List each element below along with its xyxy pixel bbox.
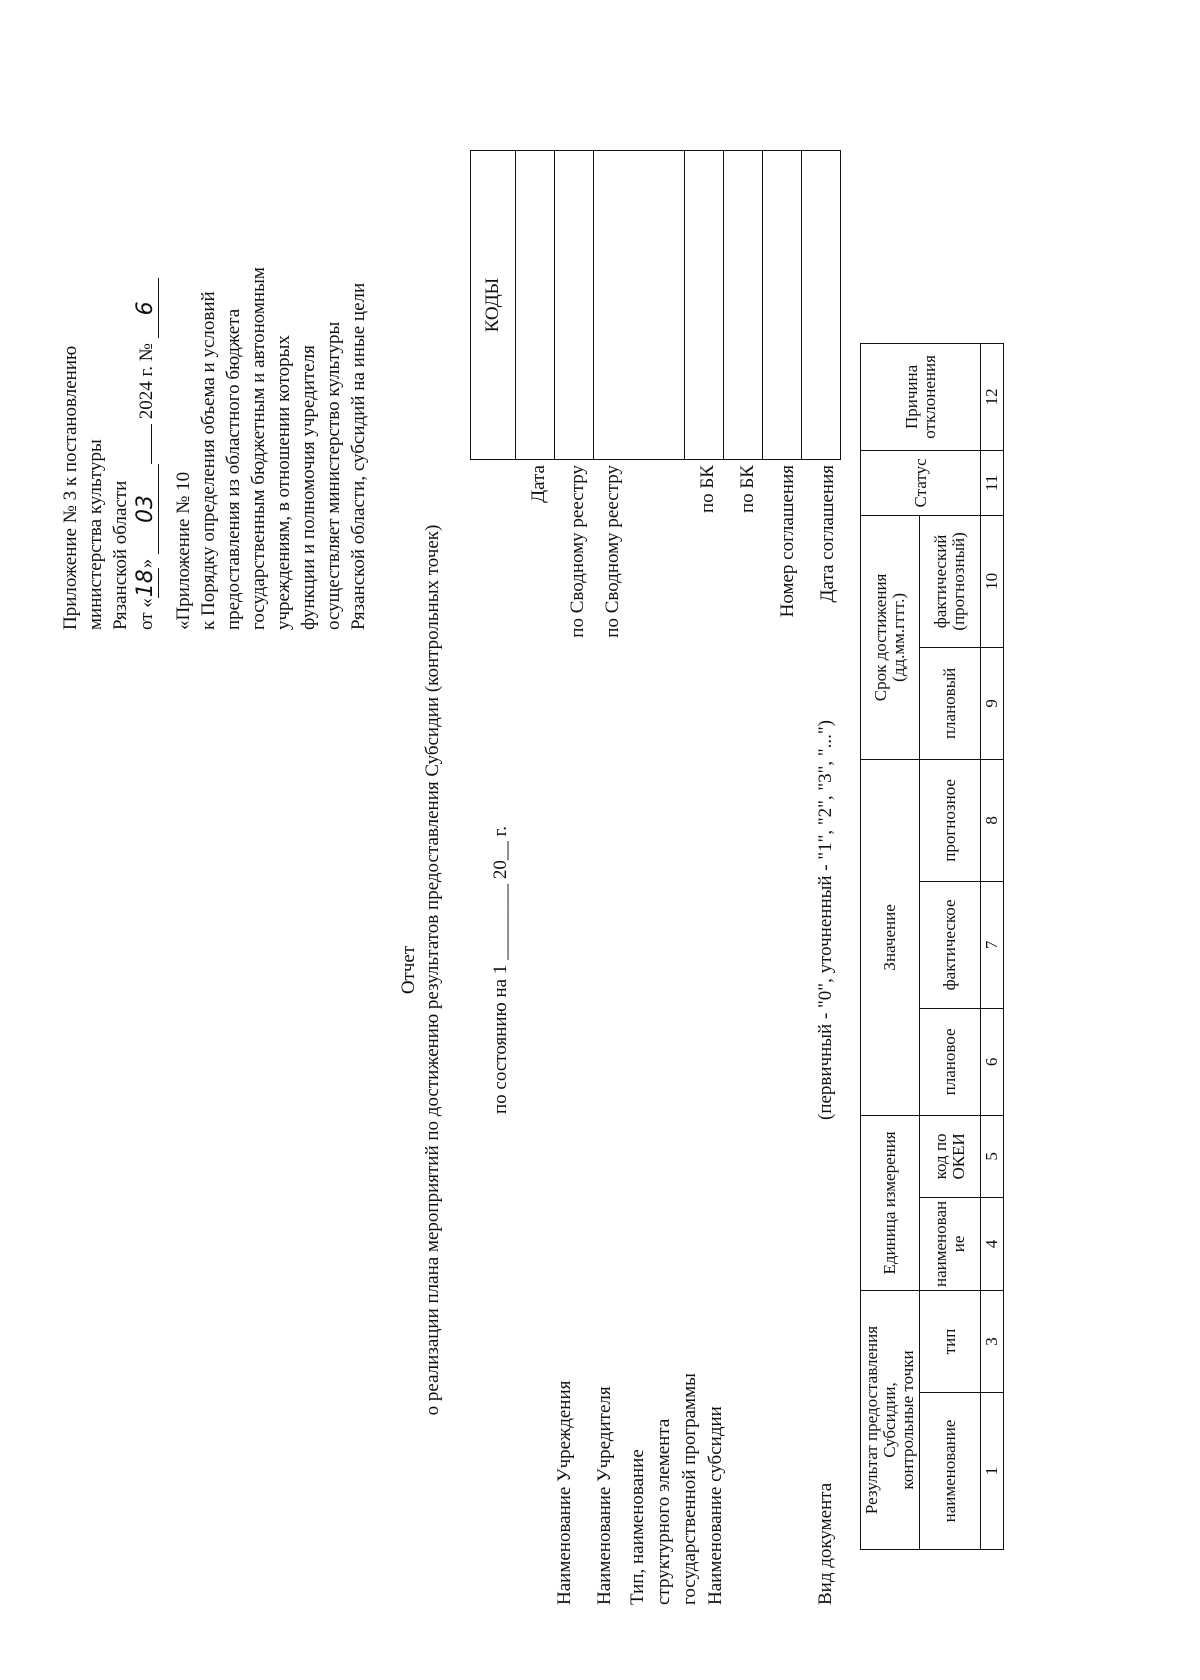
field-type-line: Тип, наименование bbox=[627, 1449, 648, 1605]
subheader-plan-value: плановое bbox=[920, 1008, 981, 1115]
subheader-name: наименование bbox=[920, 1393, 981, 1550]
code-cell-agreement-date bbox=[802, 151, 841, 460]
appendix-block bbox=[58, 267, 371, 630]
table-header-row bbox=[861, 343, 920, 1549]
field-type-line: государственной программы bbox=[679, 1373, 700, 1605]
subheader-forecast-value: прогнозное bbox=[920, 759, 981, 881]
codes-table bbox=[470, 150, 841, 460]
appendix-ref-line: учреждениям, в отношении которых bbox=[273, 335, 294, 630]
code-cell-registry-2 bbox=[594, 151, 685, 460]
field-institution: Наименование Учреждения bbox=[554, 1380, 575, 1605]
header-result: Результат предоставления Субсидии, контрольные точки bbox=[861, 1291, 920, 1550]
header-term: Срок достижения (дд.мм.гггг.) bbox=[861, 515, 920, 759]
codes-labels bbox=[514, 465, 848, 740]
appendix-ref-line: осуществляет министерство культуры bbox=[323, 321, 344, 630]
code-cell-registry bbox=[555, 151, 594, 460]
code-label: Дата bbox=[528, 465, 549, 503]
results-table bbox=[860, 343, 1004, 1550]
code-label: по Сводному реестру bbox=[602, 465, 623, 638]
appendix-ref-line: функции и полномочия учредителя bbox=[298, 345, 319, 630]
header-unit: Единица измерения bbox=[861, 1115, 920, 1290]
field-type-line: структурного элемента bbox=[653, 1418, 674, 1605]
code-label: по Сводному реестру bbox=[567, 465, 588, 638]
code-cell-bk bbox=[685, 151, 724, 460]
subheader-plan-date: плановый bbox=[920, 647, 981, 759]
header-reason: Причина отклонения bbox=[861, 343, 981, 450]
code-label: Дата соглашения bbox=[817, 465, 838, 603]
subheader-unit-name: наименован ие bbox=[920, 1197, 981, 1290]
appendix-ref-line: государственным бюджетным и автономным bbox=[248, 267, 269, 630]
table-subheader-row bbox=[920, 343, 981, 1549]
code-cell-date bbox=[516, 151, 555, 460]
field-subsidy: Наименование субсидии bbox=[705, 1406, 726, 1605]
appendix-ref-line: Рязанской области, субсидий на иные цели bbox=[348, 282, 369, 630]
handwritten-number: 6 bbox=[133, 278, 159, 338]
code-cell-agreement-number bbox=[763, 151, 802, 460]
code-label: по БК bbox=[697, 465, 718, 514]
code-label: Номер соглашения bbox=[777, 465, 798, 618]
codes-header: КОДЫ bbox=[471, 151, 516, 460]
header-status: Статус bbox=[861, 450, 981, 515]
report-title: Отчет bbox=[398, 945, 419, 995]
appendix-date-line: от «18» 03 2024 г. № 6 bbox=[133, 267, 159, 630]
appendix-line: министерства культуры bbox=[85, 439, 106, 630]
code-label: по БК bbox=[737, 465, 758, 514]
field-founder: Наименование Учредителя bbox=[594, 1386, 615, 1605]
handwritten-day: 18 bbox=[133, 569, 158, 598]
appendix-ref-line: к Порядку определения объема и условий bbox=[198, 291, 219, 630]
appendix-line: Рязанской области bbox=[110, 480, 131, 630]
report-as-of: по состоянию на 1 ________ 20__ г. bbox=[490, 826, 511, 1114]
handwritten-month: 03 bbox=[133, 464, 159, 554]
appendix-ref-line: «Приложение № 10 bbox=[173, 471, 194, 630]
subheader-fact-date: фактический (прогнозный) bbox=[920, 515, 981, 647]
table-row: 1 3 4 5 6 7 8 9 10 11 12 bbox=[981, 343, 1004, 1549]
appendix-line: Приложение № 3 к постановлению bbox=[60, 345, 81, 630]
doc-type-label: Вид документа bbox=[815, 1482, 836, 1605]
header-value: Значение bbox=[861, 759, 920, 1115]
doc-type-note: (первичный - "0", уточненный - "1", "2", "3", "...") bbox=[815, 719, 836, 1120]
subheader-okei: код по ОКЕИ bbox=[920, 1115, 981, 1197]
appendix-ref-line: предоставления из областного бюджета bbox=[223, 308, 244, 630]
subheader-fact-value: фактическое bbox=[920, 881, 981, 1008]
subheader-type: тип bbox=[920, 1291, 981, 1393]
report-subtitle: о реализации плана мероприятий по достижению результатов предоставления Субсидии (контрольных точек) bbox=[422, 524, 443, 1416]
form-field-labels bbox=[545, 1373, 729, 1605]
code-cell-bk-2 bbox=[724, 151, 763, 460]
